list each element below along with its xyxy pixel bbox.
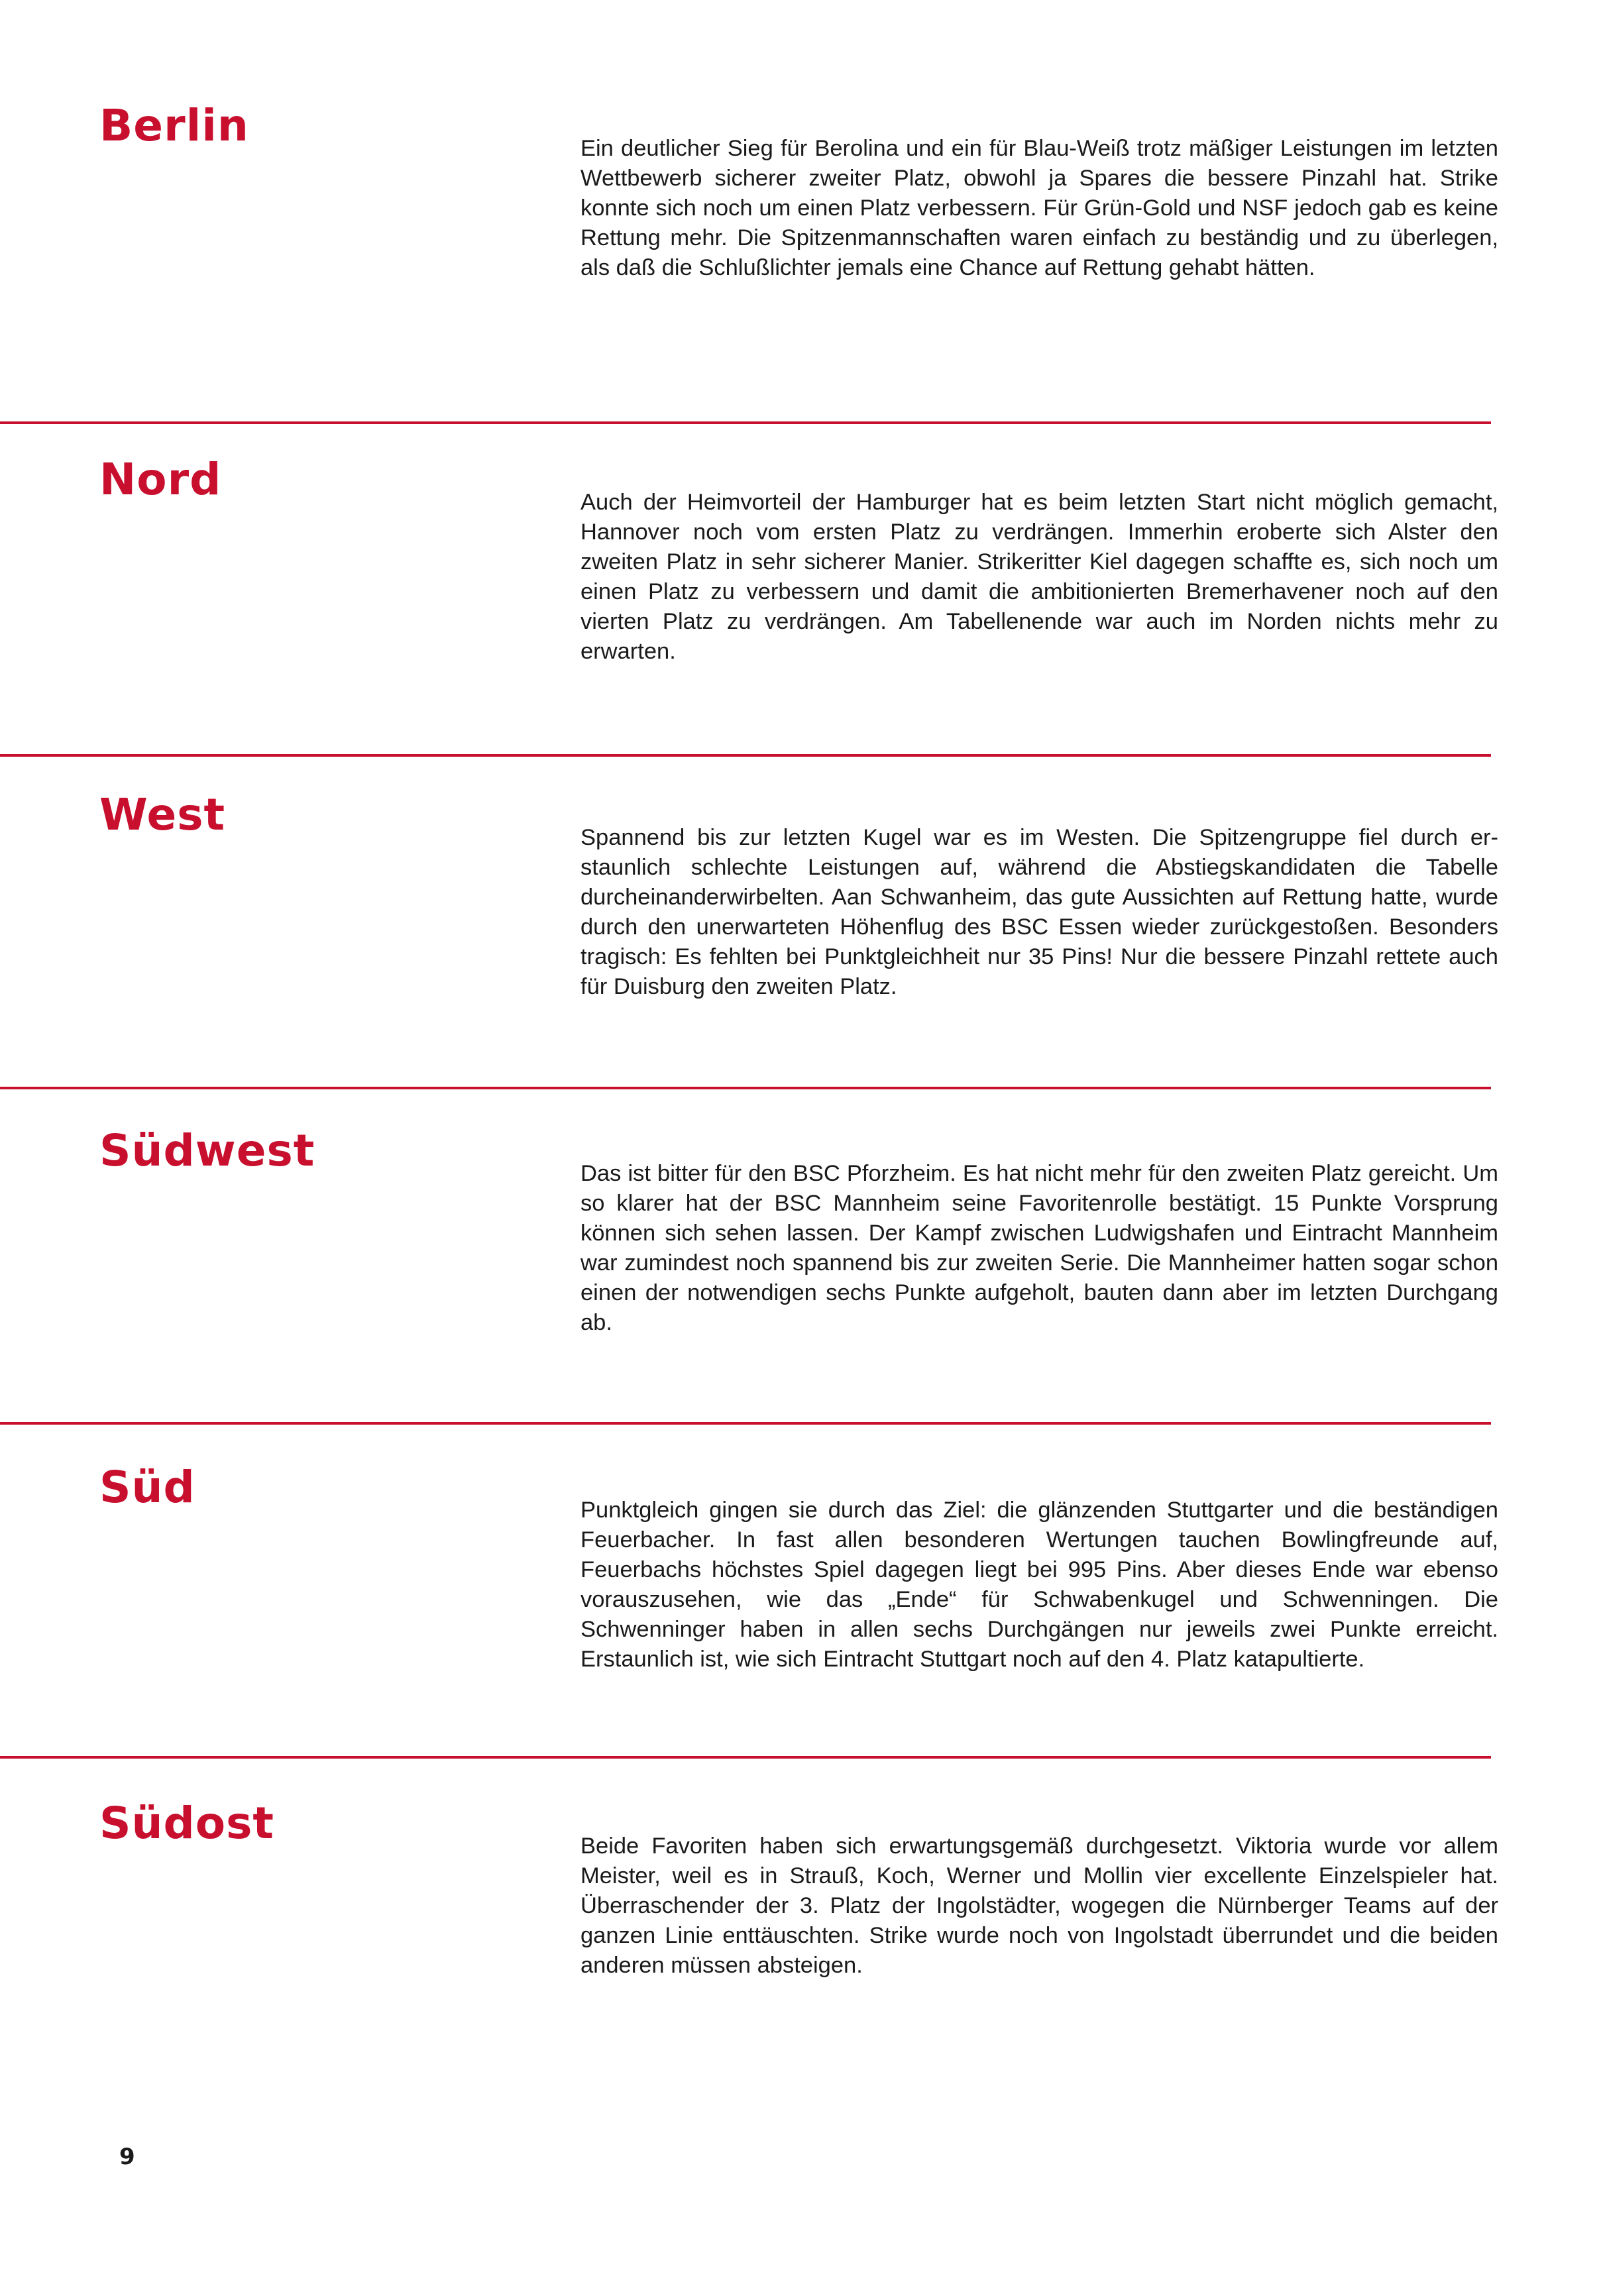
section-body-text: Das ist bitter für den BSC Pforzheim. Es hat nicht mehr für den zweiten Platz gereicht. Um so klarer hat der BSC Mannheim seine Favoritenrolle bestätigt. 15 Punkte Vorsprung können sich sehen lassen. Der Kampf zwischen Ludwigshafen und Eintracht Mannheim war zumindest noch spannend bis zur zweiten Serie. Die Mannheimer hatten sogar schon einen der notwendigen sechs Punkte aufgeholt, bauten dann aber im letzten Durchgang ab. [580, 1161, 1498, 1335]
section-body-text: Beide Favoriten haben sich erwartungsgemäß durchgesetzt. Viktoria wurde vor allem Meister, weil es in Strauß, Koch, Werner und Mollin vier excellente Einzelspieler hat. Überraschender der 3. Platz der Ingolstädter, wogegen die Nürnberger Teams auf der ganzen Linie enttäuschten. Strike wurde noch von Ingolstadt überrundet und die beiden anderen müssen absteigen. [580, 1833, 1498, 1978]
section-heading: Südwest [99, 1125, 315, 1176]
section-heading: Berlin [99, 100, 249, 151]
page-number: 9 [119, 2144, 135, 2170]
section-body-text: Ein deutlicher Sieg für Berolina und ein für Blau-Weiß trotz mäßiger Leistungen im letzten Wettbewerb sicherer zweiter Platz, obwohl ja Spares die bessere Pinzahl hat. Strike konnte sich noch um einen Platz verbessern. Für Grün-Gold und NSF jedoch gab es keine Rettung mehr. Die Spitzenmannschaften waren einfach zu beständig und zu überlegen, als daß die Schlußlichter jemals eine Chance auf Rettung gehabt hätten. [580, 136, 1498, 280]
section-divider [0, 754, 1491, 757]
section-body-text: Spannend bis zur letzten Kugel war es im Westen. Die Spitzengruppe fiel durch erstaunlich schlechte Leistungen auf, während die Abstiegskandidaten die Tabelle durcheinanderwirbelten. Aan Schwanheim, das gute Aussichten auf Rettung hatte, wurde durch den unerwarteten Höhenflug des BSC Essen wieder zurückgestoßen. Besonders tragisch: Es fehlten bei Punktgleichheit nur 35 Pins! Nur die bessere Pinzahl rettete auch für Duisburg den zweiten Platz. [580, 825, 1498, 999]
section-heading: Nord [99, 454, 222, 505]
section-divider [0, 1087, 1491, 1089]
section-divider [0, 1756, 1491, 1759]
section-heading: West [99, 789, 226, 840]
section-body-text: Auch der Heimvorteil der Hamburger hat es beim letzten Start nicht möglich gemacht, Hannover noch vom ersten Platz zu verdrängen. Immerhin eroberte sich Alster den zweiten Platz in sehr sicherer Manier. Strikeritter Kiel dagegen schaffte es, sich noch um einen Platz zu verbessern und damit die ambitionierten Bremerhavener noch auf den vierten Platz zu verdrängen. Am Tabellenende war auch im Norden nichts mehr zu erwarten. [580, 490, 1498, 664]
section-divider [0, 1422, 1491, 1425]
section-body-text: Punktgleich gingen sie durch das Ziel: die glänzenden Stuttgarter und die beständigen Feuerbacher. In fast allen besonderen Wertungen tauchen Bowlingfreunde auf, Feuerbachs höchstes Spiel dagegen liegt bei 995 Pins. Aber dieses Ende war ebenso vorauszusehen, wie das „Ende“ für Schwabenkugel und Schwenningen. Die Schwenninger haben in allen sechs Durchgängen nur jeweils zwei Punkte erreicht. Erstaunlich ist, wie sich Eintracht Stuttgart noch auf den 4. Platz katapultierte. [580, 1498, 1498, 1672]
section-divider [0, 421, 1491, 424]
section-heading: Südost [99, 1798, 274, 1849]
section-heading: Süd [99, 1462, 195, 1513]
